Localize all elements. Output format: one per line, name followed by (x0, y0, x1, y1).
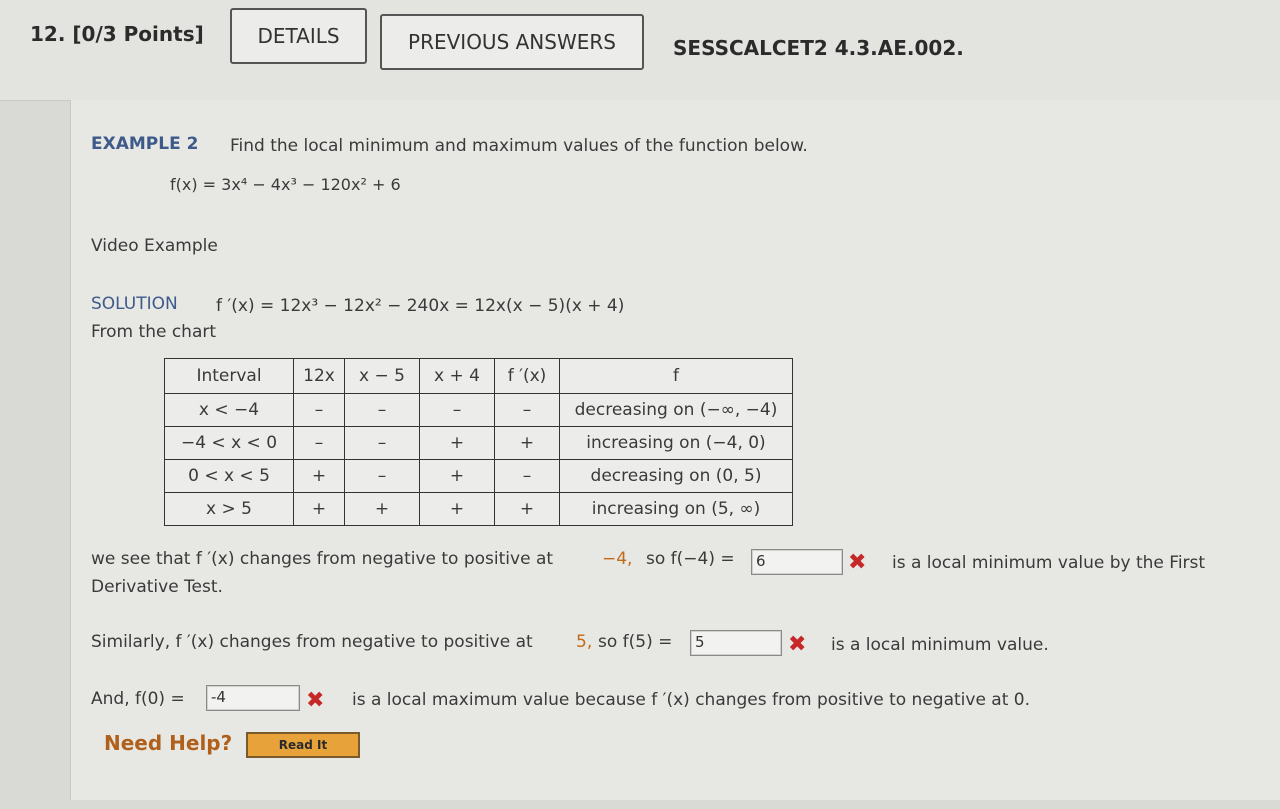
column-header: x − 5 (345, 359, 420, 394)
function-definition: f(x) = 3x⁴ − 4x³ − 120x² + 6 (170, 175, 401, 194)
solution-label: SOLUTION (91, 294, 178, 314)
table-cell: – (345, 460, 420, 493)
answer-input-f-0[interactable]: -4 (206, 685, 300, 711)
table-cell: decreasing on (−∞, −4) (560, 394, 793, 427)
column-header: f ′(x) (495, 359, 560, 394)
table-row (165, 394, 793, 427)
table-cell: x > 5 (165, 493, 294, 526)
statement-1-so: so f(−4) = (646, 549, 735, 569)
table-row (165, 493, 793, 526)
table-cell: 0 < x < 5 (165, 460, 294, 493)
table-cell: increasing on (−4, 0) (560, 427, 793, 460)
table-cell: −4 < x < 0 (165, 427, 294, 460)
table-cell: + (420, 493, 495, 526)
table-cell: + (345, 493, 420, 526)
sign-chart-table (164, 358, 793, 526)
column-header: x + 4 (420, 359, 495, 394)
table-cell: – (345, 427, 420, 460)
incorrect-icon: ✖ (306, 688, 325, 713)
statement-3-after: is a local maximum value because f ′(x) changes from positive to negative at 0. (352, 690, 1031, 710)
example-prompt: Find the local minimum and maximum values of the function below. (230, 136, 808, 156)
question-code: SESSCALCET2 4.3.AE.002. (673, 36, 964, 60)
statement-2-after: is a local minimum value. (831, 635, 1049, 655)
statement-2-text: Similarly, f ′(x) changes from negative to positive at (91, 632, 533, 652)
incorrect-icon: ✖ (848, 550, 867, 575)
question-header (0, 0, 1280, 101)
table-cell: increasing on (5, ∞) (560, 493, 793, 526)
table-cell: + (420, 427, 495, 460)
table-header-row (165, 359, 793, 394)
table-row (165, 427, 793, 460)
example-label: EXAMPLE 2 (91, 134, 199, 154)
previous-answers-button[interactable]: PREVIOUS ANSWERS (380, 14, 644, 70)
video-example-link[interactable]: Video Example (91, 236, 218, 256)
column-header: Interval (165, 359, 294, 394)
table-cell: – (294, 427, 345, 460)
table-cell: – (294, 394, 345, 427)
derivative-expression: f ′(x) = 12x³ − 12x² − 240x = 12x(x − 5)(x + 4) (216, 296, 625, 316)
table-row (165, 460, 793, 493)
statement-1-line2: Derivative Test. (91, 577, 223, 597)
answer-input-f-5[interactable]: 5 (690, 630, 782, 656)
table-cell: + (294, 460, 345, 493)
statement-2-value: 5, (576, 632, 593, 652)
incorrect-icon: ✖ (788, 632, 807, 657)
statement-1-after: is a local minimum value by the First (892, 553, 1206, 573)
table-cell: – (495, 394, 560, 427)
statement-2-so: so f(5) = (598, 632, 673, 652)
answer-input-f-neg4[interactable]: 6 (751, 549, 843, 575)
statement-1-value: −4, (602, 549, 633, 569)
column-header: 12x (294, 359, 345, 394)
column-header: f (560, 359, 793, 394)
table-cell: + (294, 493, 345, 526)
need-help-label: Need Help? (104, 731, 233, 755)
table-cell: + (495, 427, 560, 460)
table-cell: + (420, 460, 495, 493)
details-button[interactable]: DETAILS (230, 8, 367, 64)
table-cell: – (345, 394, 420, 427)
table-cell: + (495, 493, 560, 526)
table-cell: decreasing on (0, 5) (560, 460, 793, 493)
question-number: 12. [0/3 Points] (30, 22, 204, 46)
table-cell: x < −4 (165, 394, 294, 427)
table-cell: – (420, 394, 495, 427)
statement-3-text: And, f(0) = (91, 689, 185, 709)
table-cell: – (495, 460, 560, 493)
from-chart-text: From the chart (91, 322, 217, 342)
read-it-button[interactable]: Read It (246, 732, 360, 758)
statement-1-text: we see that f ′(x) changes from negative to positive at (91, 549, 554, 569)
